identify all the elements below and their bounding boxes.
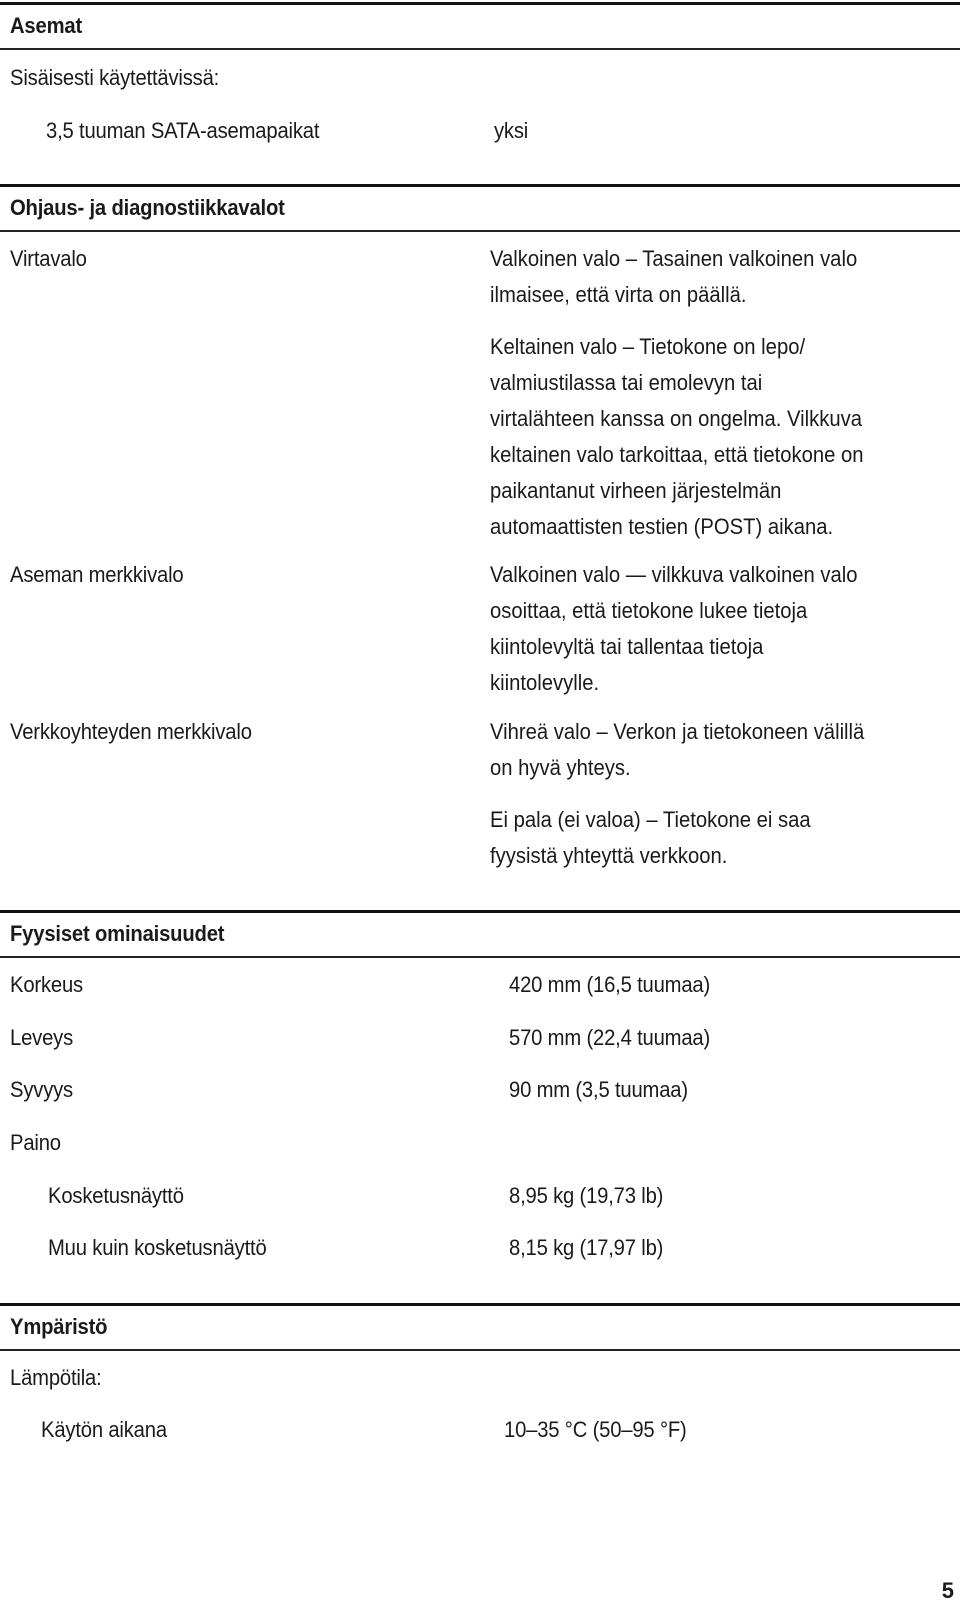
- network-light-label: Verkkoyhteyden merkkivalo: [10, 719, 252, 744]
- height-label: Korkeus: [10, 972, 83, 997]
- section-heading-lights: Ohjaus- ja diagnostiikkavalot: [10, 195, 285, 220]
- network-light-green-description: Vihreä valo – Verkon ja tietokoneen välillä on hyvä yhteys.: [490, 719, 865, 780]
- depth-label: Syvyys: [10, 1077, 74, 1102]
- touch-value: 8,95 kg (19,73 lb): [509, 1183, 664, 1208]
- section-underline: [0, 230, 960, 232]
- height-value: 420 mm (16,5 tuumaa): [509, 972, 711, 997]
- temperature-label: Lämpötila:: [10, 1365, 102, 1390]
- section-rule: [0, 2, 960, 5]
- section-heading-drives: Asemat: [10, 13, 83, 38]
- network-light-off-description: Ei pala (ei valoa) – Tietokone ei saa fyysistä yhteyttä verkkoon.: [490, 807, 811, 868]
- section-heading-physical: Fyysiset ominaisuudet: [10, 921, 225, 946]
- width-value: 570 mm (22,4 tuumaa): [509, 1025, 711, 1050]
- bays-label: 3,5 tuuman SATA-asemapaikat: [46, 118, 320, 143]
- section-rule: [0, 910, 960, 913]
- weight-label: Paino: [10, 1130, 61, 1155]
- internal-label: Sisäisesti käytettävissä:: [10, 65, 220, 90]
- section-heading-environment: Ympäristö: [10, 1314, 108, 1339]
- depth-value: 90 mm (3,5 tuumaa): [509, 1077, 688, 1102]
- section-underline: [0, 956, 960, 958]
- page-number: 5: [941, 1578, 954, 1603]
- operating-value: 10–35 °C (50–95 °F): [504, 1417, 687, 1442]
- drive-light-description: Valkoinen valo — vilkkuva valkoinen valo osoittaa, että tietokone lukee tietoja kiintolevyltä tai tallentaa tietoja kiintolevylle.: [490, 562, 858, 695]
- section-underline: [0, 1349, 960, 1351]
- drive-light-label: Aseman merkkivalo: [10, 562, 184, 587]
- width-label: Leveys: [10, 1025, 74, 1050]
- power-light-white-description: Valkoinen valo – Tasainen valkoinen valo ilmaisee, että virta on päällä.: [490, 246, 858, 307]
- nontouch-value: 8,15 kg (17,97 lb): [509, 1235, 664, 1260]
- section-rule: [0, 1303, 960, 1306]
- section-rule: [0, 184, 960, 187]
- operating-label: Käytön aikana: [41, 1417, 167, 1442]
- power-light-label: Virtavalo: [10, 246, 87, 271]
- power-light-amber-description: Keltainen valo – Tietokone on lepo/ valmiustilassa tai emolevyn tai virtalähteen kanssa on ongelma. Vilkkuva keltainen valo tarkoittaa, että tietokone on paikantanut virheen järjestelmän automaattisten testien (POST) aikana.: [490, 334, 864, 539]
- nontouch-label: Muu kuin kosketusnäyttö: [48, 1235, 267, 1260]
- bays-value: yksi: [494, 118, 529, 143]
- section-underline: [0, 48, 960, 50]
- touch-label: Kosketusnäyttö: [48, 1183, 184, 1208]
